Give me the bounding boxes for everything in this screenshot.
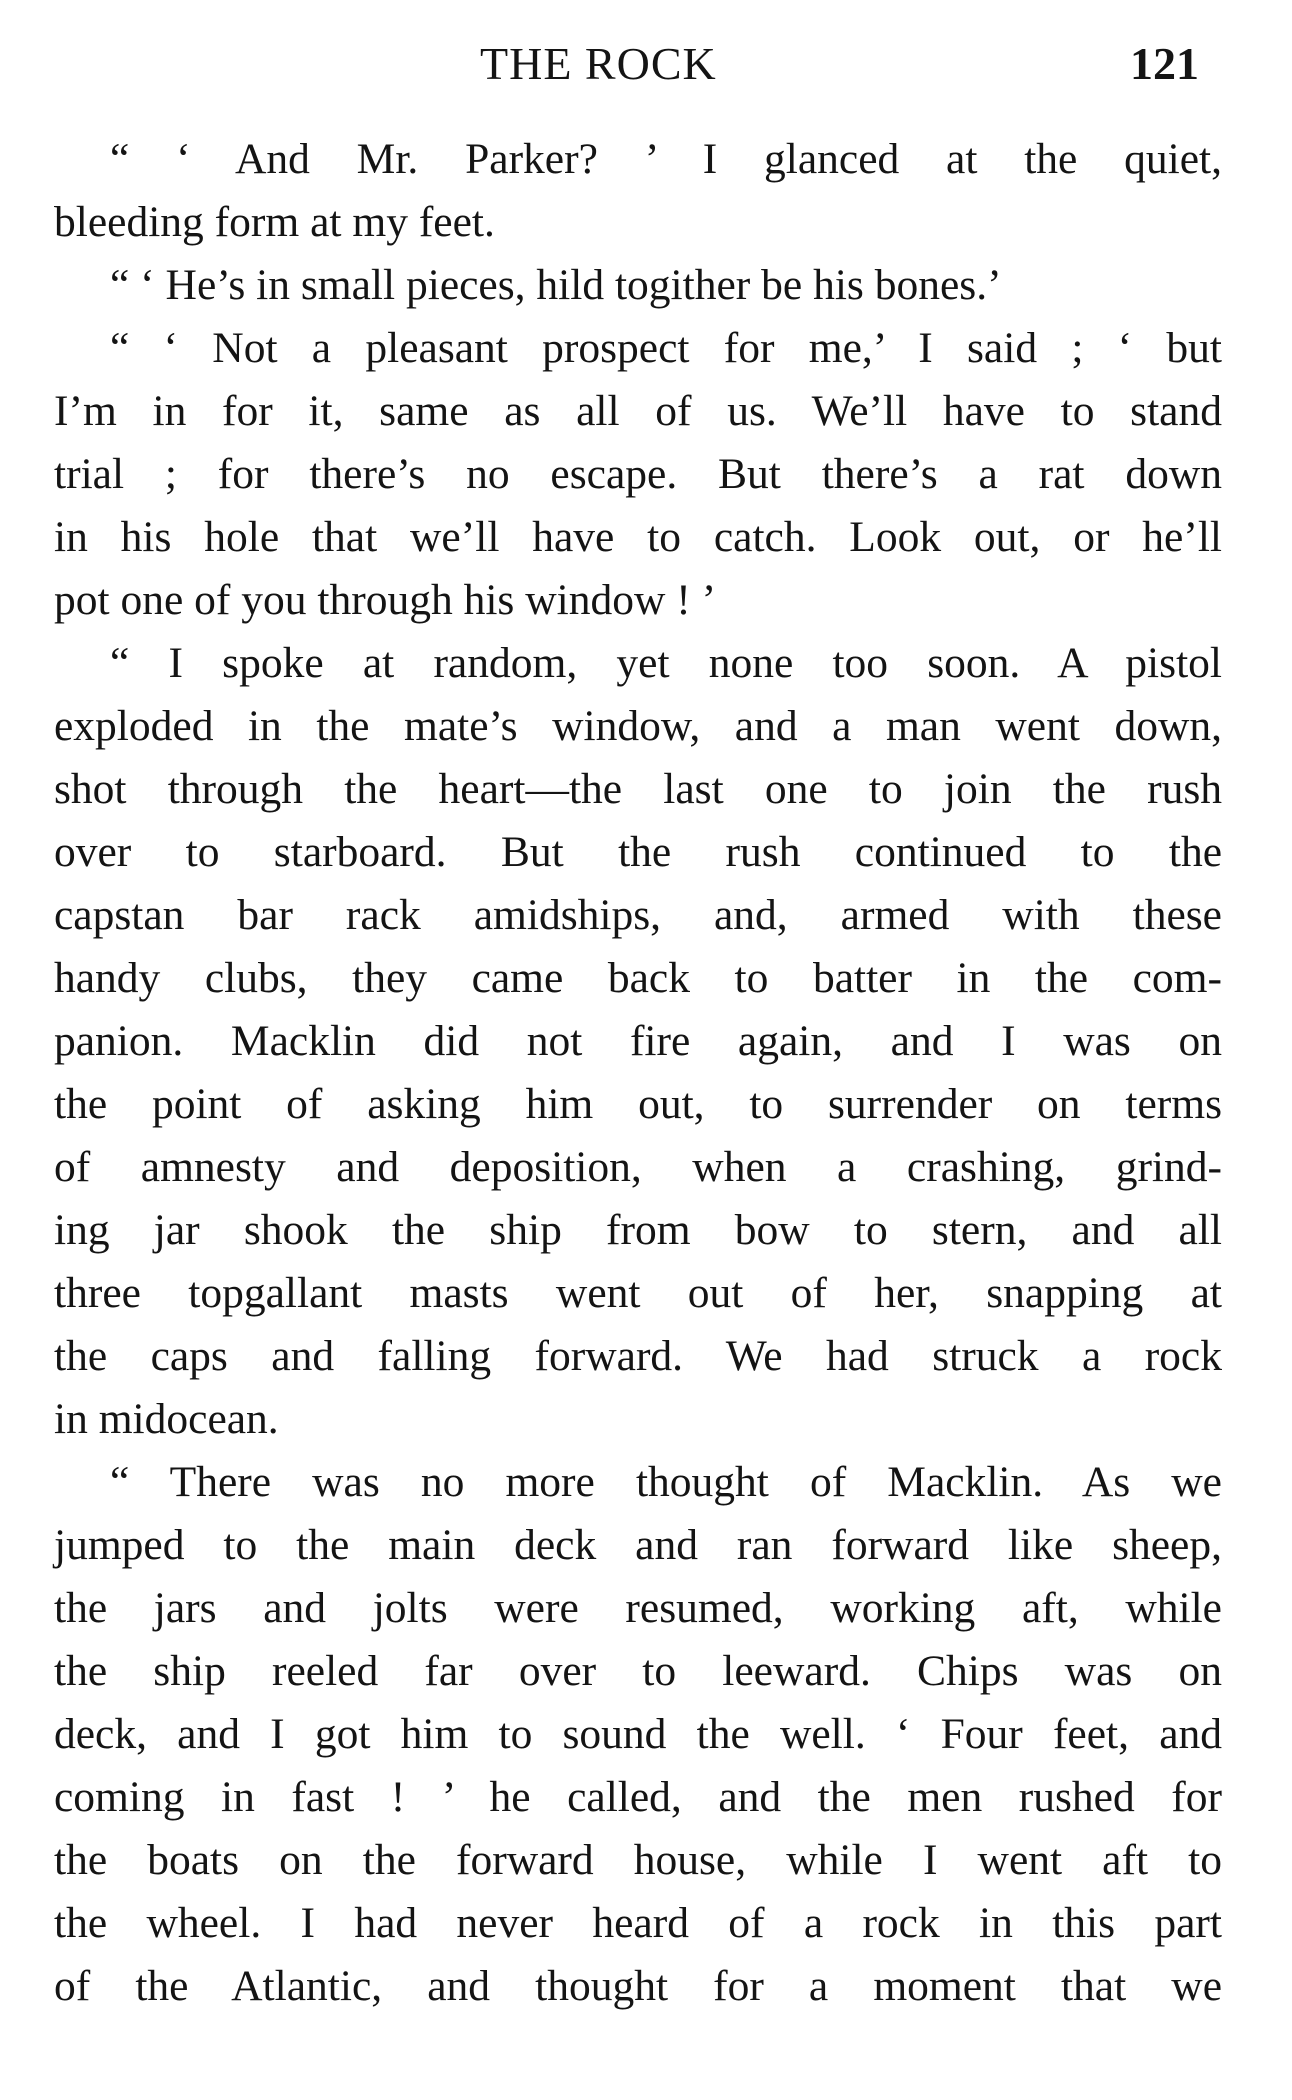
text-line: deck, and I got him to sound the well. ‘ Four feet, and (54, 1710, 1222, 1758)
body-text (54, 128, 1222, 2018)
paragraph (54, 1451, 1222, 2018)
text-line: coming in fast ! ’ he called, and the men rushed for (54, 1773, 1222, 1821)
text-line: of the Atlantic, and thought for a moment that we (54, 1962, 1222, 2010)
text-line: in his hole that we’ll have to catch. Look out, or he’ll (54, 513, 1222, 561)
text-line: ing jar shook the ship from bow to stern, and all (54, 1206, 1222, 1254)
text-line: the ship reeled far over to leeward. Chips was on (54, 1647, 1222, 1695)
text-line: exploded in the mate’s window, and a man went down, (54, 702, 1222, 750)
text-line: the point of asking him out, to surrender on terms (54, 1080, 1222, 1128)
text-line: in midocean. (54, 1395, 279, 1443)
page-header (0, 34, 1292, 94)
paragraph (54, 317, 1222, 632)
paragraph (54, 128, 1222, 254)
page-number: 121 (1130, 38, 1199, 89)
text-line: handy clubs, they came back to batter in the com- (54, 954, 1222, 1002)
text-line: “ I spoke at random, yet none too soon. A pistol (110, 639, 1222, 687)
text-line: the wheel. I had never heard of a rock in this part (54, 1899, 1222, 1947)
text-line: the boats on the forward house, while I went aft to (54, 1836, 1222, 1884)
text-line: jumped to the main deck and ran forward like sheep, (54, 1521, 1222, 1569)
text-line: pot one of you through his window ! ’ (54, 576, 717, 624)
text-line: “ ‘ Not a pleasant prospect for me,’ I said ; ‘ but (110, 324, 1222, 372)
paragraph (54, 254, 1222, 317)
text-line: panion. Macklin did not fire again, and I was on (54, 1017, 1222, 1065)
text-line: over to starboard. But the rush continued to the (54, 828, 1222, 876)
text-line: “ ‘ And Mr. Parker? ’ I glanced at the quiet, (110, 135, 1222, 183)
text-line: shot through the heart—the last one to join the rush (54, 765, 1222, 813)
text-line: bleeding form at my feet. (54, 198, 495, 246)
text-line: “ There was no more thought of Macklin. As we (110, 1458, 1222, 1506)
text-line: the jars and jolts were resumed, working aft, while (54, 1584, 1222, 1632)
paragraph (54, 632, 1222, 1451)
text-line: capstan bar rack amidships, and, armed with these (54, 891, 1222, 939)
text-line: the caps and falling forward. We had struck a rock (54, 1332, 1222, 1380)
text-line: I’m in for it, same as all of us. We’ll have to stand (54, 387, 1222, 435)
text-line: trial ; for there’s no escape. But there’s a rat down (54, 450, 1222, 498)
text-line: “ ‘ He’s in small pieces, hild togither be his bones.’ (110, 261, 1002, 309)
running-title: THE ROCK (480, 38, 717, 89)
text-line: three topgallant masts went out of her, snapping at (54, 1269, 1222, 1317)
text-line: of amnesty and deposition, when a crashing, grind- (54, 1143, 1222, 1191)
